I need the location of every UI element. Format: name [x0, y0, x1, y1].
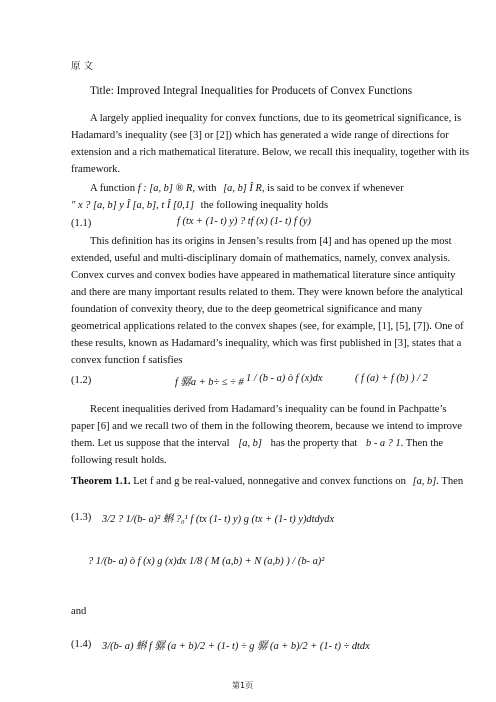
text-line: following result holds. [71, 455, 167, 466]
equation-number: (1.1) [71, 218, 92, 229]
text-line: geometrical applications related to the convex shapes (see, for example, [1], [5], [7]). One of [71, 321, 464, 332]
text-line: extended, useful and multi-disciplinary domain of mathematics, namely, convex analysis. [71, 253, 451, 264]
text-line: foundation of convexity theory, due to the deep geometrical significance and many [71, 304, 423, 315]
math-interval-in-r: [a, b] Î R [223, 183, 262, 194]
text: the following inequality holds [200, 200, 329, 211]
header-label: 原 文 [71, 61, 94, 72]
equation-row-1: 3/2 ? 1/(b- a)² 蝌 ?₀¹ f (tx (1- t) y) g (tx + (1- t) y)dtdydx [102, 514, 335, 525]
math-function-map: f : [a, b] ® R [137, 183, 193, 194]
theorem-1-1 [71, 474, 463, 491]
equation-expression: 3/(b- a) 蝌 f 骣 (a + b)/2 + (1- t) ÷ g 骣 (a + b)/2 + (1- t) ÷ dtdx [102, 641, 370, 652]
theorem-text: Let f and g be real-valued, nonnegative and convex functions on [133, 476, 406, 487]
equation-middle: 1 / (b - a) ò f (x)dx [246, 373, 323, 384]
theorem-label: Theorem 1.1. [71, 476, 131, 487]
text-line: Convex curves and convex bodies have appeared in mathematical literature since antiquity [71, 270, 456, 281]
text-line: A largely applied inequality for convex functions, due to its geometrical significance, is [90, 113, 462, 124]
text-line: extension and a rich mathematical literature. Below, we recall this inequality, together with its [71, 147, 470, 158]
text-line: and there are many important results related to them. They were known before the analytical [71, 287, 463, 298]
and-connector: and [71, 606, 87, 617]
definition-line-1 [90, 181, 404, 198]
text: A function [90, 183, 136, 194]
equation-lhs: f 骣a + b÷ ≤ ÷ # [175, 377, 244, 388]
equation-row-2: ? 1/(b- a) ò f (x) g (x)dx 1/8 ( M (a,b) + N (a,b) ) / (b- a)² [88, 556, 325, 567]
definition-line-2 [71, 198, 328, 215]
text-line: This definition has its origins in Jensen’s results from [4] and has opened up the most [90, 236, 452, 247]
text: has the property that [270, 438, 358, 449]
text-line: paper [6] and we recall two of them in the following theorem, because we intend to improve [71, 421, 462, 432]
document-title: Title: Improved Integral Inequalities for Producets of Convex Functions [90, 85, 413, 97]
math-condition: b - a ? 1 [366, 438, 401, 449]
equation-number: (1.4) [71, 639, 92, 650]
text: , with [192, 183, 217, 194]
equation-number: (1.3) [71, 512, 92, 523]
text: . Then the [400, 438, 444, 449]
text-line: Recent inequalities derived from Hadamard’s inequality can be found in Pachpatte’s [90, 404, 447, 415]
page-number: 第1页 [232, 681, 254, 690]
text: , is said to be convex if whenever [261, 183, 404, 194]
text-line [71, 436, 443, 453]
math-quantifier: " x ? [a, b] y Î [a, b], t Î [0,1] [71, 200, 194, 211]
text: them. Let us suppose that the interval [71, 438, 230, 449]
text: . Then [436, 476, 464, 487]
equation-number: (1.2) [71, 375, 92, 386]
equation-expression: f (tx + (1- t) y) ? tf (x) (1- t) f (y) [177, 216, 311, 227]
text-line: convex function f satisfies [71, 355, 183, 366]
equation-rhs: ( f (a) + f (b) ) / 2 [355, 373, 428, 384]
math-interval: [a, b] [412, 476, 437, 487]
text-line: these results, known as Hadamard’s inequality, which was first published in [3], states that a [71, 338, 462, 349]
math-interval: [a, b] [238, 438, 262, 449]
text-line: Hadamard’s inequality (see [3] or [2]) which has generated a wide range of directions for [71, 130, 449, 141]
text-line: framework. [71, 164, 121, 175]
